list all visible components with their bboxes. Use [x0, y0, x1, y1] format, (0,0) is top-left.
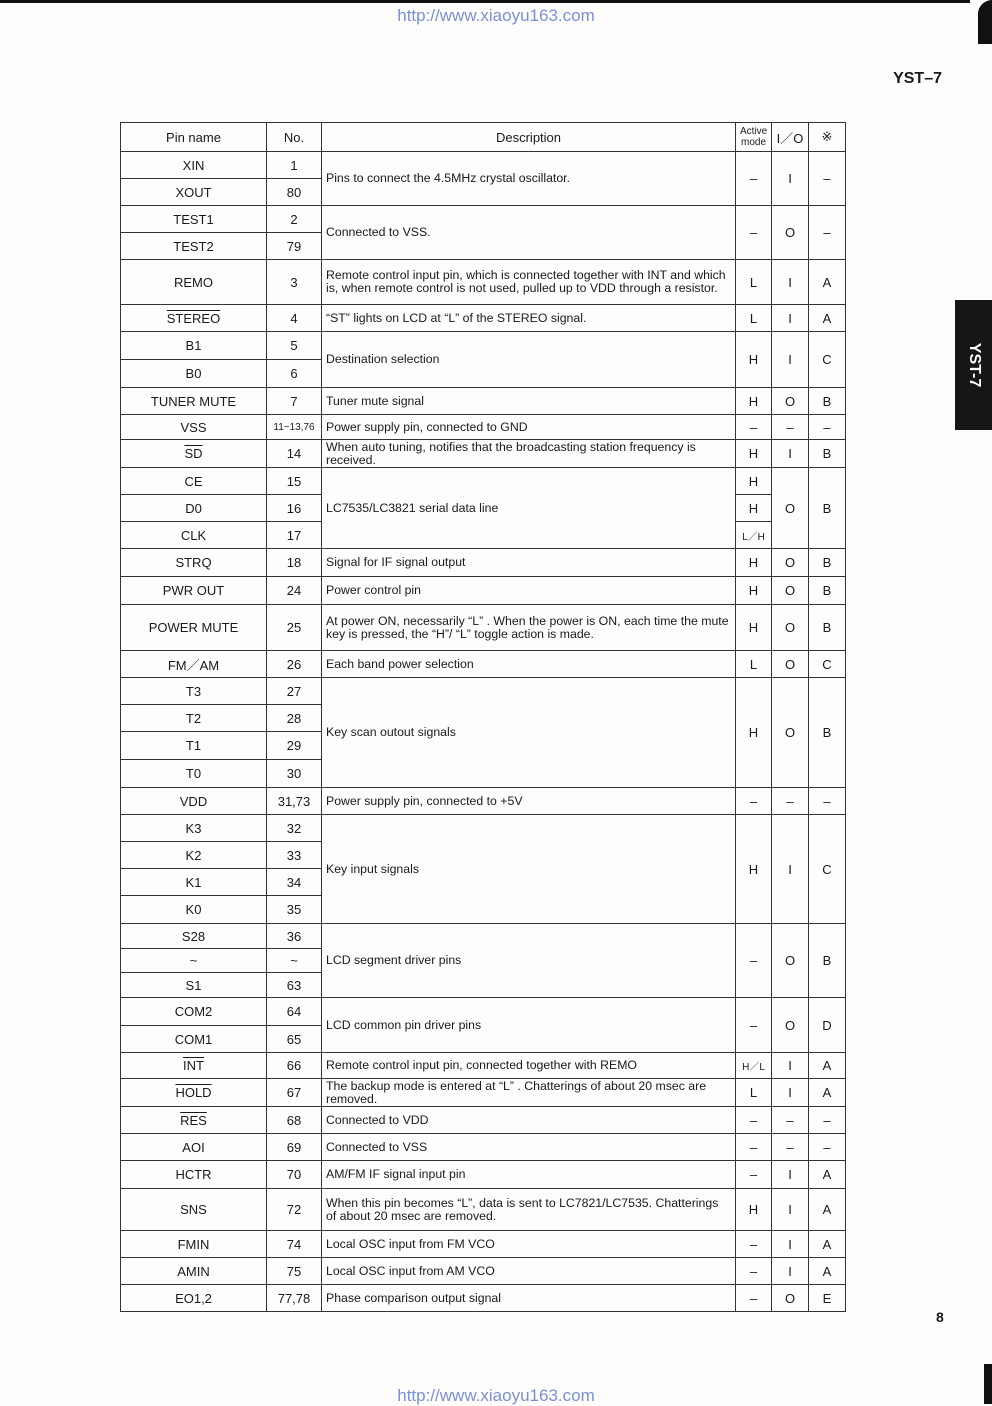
- table-row: [121, 206, 846, 233]
- pin-number: 14: [267, 440, 322, 468]
- active-mode: H: [736, 468, 772, 495]
- pin-description: Phase comparison output signal: [322, 1285, 736, 1312]
- active-mode: –: [736, 1231, 772, 1258]
- io-type: –: [772, 415, 809, 440]
- pin-name: AOI: [121, 1134, 267, 1161]
- pin-name: FMIN: [121, 1231, 267, 1258]
- pin-name: AMIN: [121, 1258, 267, 1285]
- pin-number: 72: [267, 1189, 322, 1231]
- table-header-row: [121, 123, 846, 152]
- circuit-type: A: [809, 1053, 846, 1079]
- pin-description: Remote control input pin, connected together with REMO: [322, 1053, 736, 1079]
- circuit-type: –: [809, 415, 846, 440]
- pin-number: 77,78: [267, 1285, 322, 1312]
- pin-name: HOLD: [121, 1079, 267, 1107]
- header-io: I／O: [772, 123, 809, 152]
- page-number: 8: [936, 1309, 944, 1325]
- pin-name: $\overline{SD}$: [121, 440, 267, 468]
- circuit-type: E: [809, 1285, 846, 1312]
- io-type: I: [772, 1258, 809, 1285]
- table-row: [121, 1079, 846, 1107]
- table-row: [121, 1107, 846, 1134]
- table-row: [121, 152, 846, 179]
- circuit-type: C: [809, 651, 846, 678]
- pin-name: $\overline{INT}$: [121, 1053, 267, 1079]
- pin-name: POWER MUTE: [121, 605, 267, 651]
- active-mode: H: [736, 605, 772, 651]
- table-row: [121, 549, 846, 577]
- io-type: –: [772, 788, 809, 815]
- table-row: [121, 788, 846, 815]
- active-mode: H: [736, 332, 772, 388]
- pin-number: 32: [267, 815, 322, 842]
- pin-number: 67: [267, 1079, 322, 1107]
- pin-description: At power ON, necessarily “L” . When the power is ON, each time the mute key is pressed, the “H”/ “L” toggle action is made.: [322, 605, 736, 651]
- circuit-type: B: [809, 468, 846, 549]
- side-tab-label: YST-7: [965, 342, 983, 388]
- active-mode: H: [736, 577, 772, 605]
- table-row: [121, 440, 846, 468]
- table-row: [121, 924, 846, 949]
- pin-number: 33: [267, 842, 322, 869]
- pin-name: B0: [121, 360, 267, 388]
- pin-number: ~: [267, 949, 322, 973]
- pin-number: 31,73: [267, 788, 322, 815]
- active-mode: H: [736, 440, 772, 468]
- active-mode: L／H: [736, 522, 772, 549]
- pin-number: 35: [267, 896, 322, 924]
- pin-name: $\overline{RES}$: [121, 1107, 267, 1134]
- pin-description: Key scan outout signals: [322, 678, 736, 788]
- pin-name: T1: [121, 732, 267, 760]
- active-mode: –: [736, 788, 772, 815]
- pin-name: XIN: [121, 152, 267, 179]
- pin-name: TEST2: [121, 233, 267, 260]
- header-no: No.: [267, 123, 322, 152]
- footer-url: http://www.xiaoyu163.com: [397, 1386, 595, 1405]
- pin-number: 28: [267, 705, 322, 732]
- pin-number: 27: [267, 678, 322, 705]
- active-mode: –: [736, 1161, 772, 1189]
- pin-number: 29: [267, 732, 322, 760]
- io-type: O: [772, 206, 809, 260]
- io-type: –: [772, 1134, 809, 1161]
- table-row: [121, 1053, 846, 1079]
- header-description: Description: [322, 123, 736, 152]
- circuit-type: B: [809, 678, 846, 788]
- pin-number: 7: [267, 388, 322, 415]
- pin-description: Connected to VSS.: [322, 206, 736, 260]
- table-row: [121, 260, 846, 305]
- pin-description: The backup mode is entered at “L” . Chatterings of about 20 msec are removed.: [322, 1079, 736, 1107]
- active-mode: H: [736, 549, 772, 577]
- pin-description-table: [120, 122, 846, 1312]
- active-mode: –: [736, 1258, 772, 1285]
- pin-description: Each band power selection: [322, 651, 736, 678]
- table-row: [121, 815, 846, 842]
- active-mode: L: [736, 260, 772, 305]
- table-row: [121, 651, 846, 678]
- pin-name: COM1: [121, 1026, 267, 1053]
- io-type: I: [772, 332, 809, 388]
- pin-number: 3: [267, 260, 322, 305]
- pin-name: T2: [121, 705, 267, 732]
- pin-name: VDD: [121, 788, 267, 815]
- io-type: I: [772, 152, 809, 206]
- active-mode: –: [736, 998, 772, 1053]
- table-row: [121, 577, 846, 605]
- active-mode: –: [736, 924, 772, 998]
- io-type: O: [772, 388, 809, 415]
- io-type: O: [772, 577, 809, 605]
- pin-number: 25: [267, 605, 322, 651]
- circuit-type: –: [809, 788, 846, 815]
- pin-name: CLK: [121, 522, 267, 549]
- circuit-type: C: [809, 815, 846, 924]
- pin-number: 34: [267, 869, 322, 896]
- active-mode: L: [736, 305, 772, 332]
- table-body: [121, 152, 846, 1312]
- io-type: O: [772, 924, 809, 998]
- io-type: O: [772, 468, 809, 549]
- io-type: I: [772, 1161, 809, 1189]
- pin-name: HCTR: [121, 1161, 267, 1189]
- pin-number: 79: [267, 233, 322, 260]
- pin-name: STEREO: [121, 305, 267, 332]
- pin-number: 6: [267, 360, 322, 388]
- io-type: O: [772, 605, 809, 651]
- table-row: [121, 1189, 846, 1231]
- pin-description: Connected to VSS: [322, 1134, 736, 1161]
- pin-description: Key input signals: [322, 815, 736, 924]
- io-type: O: [772, 998, 809, 1053]
- pin-name: COM2: [121, 998, 267, 1026]
- pin-number: 26: [267, 651, 322, 678]
- table-row: [121, 1285, 846, 1312]
- pin-name: K3: [121, 815, 267, 842]
- pin-name: VSS: [121, 415, 267, 440]
- active-mode: –: [736, 1134, 772, 1161]
- io-type: I: [772, 440, 809, 468]
- pin-description: LCD segment driver pins: [322, 924, 736, 998]
- circuit-type: A: [809, 1161, 846, 1189]
- circuit-type: B: [809, 388, 846, 415]
- pin-description: Tuner mute signal: [322, 388, 736, 415]
- io-type: O: [772, 549, 809, 577]
- table-row: [121, 388, 846, 415]
- pin-name: S28: [121, 924, 267, 949]
- io-type: I: [772, 815, 809, 924]
- pin-number: 30: [267, 760, 322, 788]
- circuit-type: B: [809, 924, 846, 998]
- pin-name: FM／AM: [121, 651, 267, 678]
- pin-name: K2: [121, 842, 267, 869]
- table-row: [121, 605, 846, 651]
- circuit-type: A: [809, 305, 846, 332]
- circuit-type: A: [809, 1079, 846, 1107]
- active-mode: H: [736, 1189, 772, 1231]
- pin-name: STRQ: [121, 549, 267, 577]
- io-type: I: [772, 1231, 809, 1258]
- pin-number: 18: [267, 549, 322, 577]
- pin-number: 2: [267, 206, 322, 233]
- active-mode: H: [736, 678, 772, 788]
- table-row: [121, 468, 846, 495]
- circuit-type: A: [809, 260, 846, 305]
- pin-description: Local OSC input from AM VCO: [322, 1258, 736, 1285]
- pin-description: Local OSC input from FM VCO: [322, 1231, 736, 1258]
- active-mode: L: [736, 651, 772, 678]
- pin-name: SNS: [121, 1189, 267, 1231]
- pin-description: LC7535/LC3821 serial data line: [322, 468, 736, 549]
- pin-name: B1: [121, 332, 267, 360]
- pin-name: K1: [121, 869, 267, 896]
- circuit-type: B: [809, 577, 846, 605]
- pin-description: Power supply pin, connected to GND: [322, 415, 736, 440]
- active-mode: –: [736, 1285, 772, 1312]
- pin-number: 64: [267, 998, 322, 1026]
- io-type: I: [772, 1053, 809, 1079]
- pin-name: PWR OUT: [121, 577, 267, 605]
- circuit-type: –: [809, 152, 846, 206]
- io-type: I: [772, 260, 809, 305]
- pin-description: When this pin becomes “L”, data is sent to LC7821/LC7535. Chatterings of about 20 msec are removed.: [322, 1189, 736, 1231]
- circuit-type: A: [809, 1231, 846, 1258]
- active-mode: H: [736, 495, 772, 522]
- circuit-type: B: [809, 549, 846, 577]
- active-mode: H／L: [736, 1053, 772, 1079]
- pin-number: 65: [267, 1026, 322, 1053]
- pin-name: S1: [121, 973, 267, 998]
- circuit-type: –: [809, 1107, 846, 1134]
- pin-number: 74: [267, 1231, 322, 1258]
- pin-name: TUNER MUTE: [121, 388, 267, 415]
- circuit-type: C: [809, 332, 846, 388]
- top-border-line: [0, 0, 970, 3]
- table-row: [121, 305, 846, 332]
- pin-description: Connected to VDD: [322, 1107, 736, 1134]
- active-mode: –: [736, 1107, 772, 1134]
- pin-number: 63: [267, 973, 322, 998]
- pin-name: EO1,2: [121, 1285, 267, 1312]
- circuit-type: D: [809, 998, 846, 1053]
- pin-description: Signal for IF signal output: [322, 549, 736, 577]
- io-type: O: [772, 651, 809, 678]
- pin-number: 17: [267, 522, 322, 549]
- pin-number: 69: [267, 1134, 322, 1161]
- pin-name: K0: [121, 896, 267, 924]
- pin-description: LCD common pin driver pins: [322, 998, 736, 1053]
- pin-name: CE: [121, 468, 267, 495]
- table-row: [121, 1231, 846, 1258]
- pin-number: 70: [267, 1161, 322, 1189]
- pin-number: 75: [267, 1258, 322, 1285]
- table-row: [121, 1134, 846, 1161]
- pin-number: 66: [267, 1053, 322, 1079]
- pin-number: 15: [267, 468, 322, 495]
- active-mode: L: [736, 1079, 772, 1107]
- table-row: [121, 415, 846, 440]
- table-row: [121, 1161, 846, 1189]
- active-mode: H: [736, 815, 772, 924]
- active-mode: –: [736, 152, 772, 206]
- table-row: [121, 1258, 846, 1285]
- pin-description: When auto tuning, notifies that the broadcasting station frequency is received.: [322, 440, 736, 468]
- io-type: O: [772, 678, 809, 788]
- pin-name: REMO: [121, 260, 267, 305]
- table-row: [121, 998, 846, 1026]
- circuit-type: B: [809, 440, 846, 468]
- active-mode: H: [736, 388, 772, 415]
- io-type: –: [772, 1107, 809, 1134]
- pin-number: 80: [267, 179, 322, 206]
- pin-name: TEST1: [121, 206, 267, 233]
- pin-description: Power supply pin, connected to +5V: [322, 788, 736, 815]
- active-mode: –: [736, 415, 772, 440]
- document-id: YST–7: [893, 70, 942, 87]
- pin-number: 11~13,76: [267, 415, 322, 440]
- pin-name: ~: [121, 949, 267, 973]
- io-type: I: [772, 305, 809, 332]
- pin-description: Destination selection: [322, 332, 736, 388]
- circuit-type: B: [809, 605, 846, 651]
- io-type: O: [772, 1285, 809, 1312]
- header-mark: ※: [809, 123, 846, 152]
- pin-description: “ST” lights on LCD at “L” of the STEREO signal.: [322, 305, 736, 332]
- circuit-type: A: [809, 1189, 846, 1231]
- header-url: http://www.xiaoyu163.com: [397, 6, 595, 25]
- pin-description: AM/FM IF signal input pin: [322, 1161, 736, 1189]
- circuit-type: –: [809, 1134, 846, 1161]
- pin-name: T3: [121, 678, 267, 705]
- pin-number: 5: [267, 332, 322, 360]
- io-type: I: [772, 1079, 809, 1107]
- pin-description: Pins to connect the 4.5MHz crystal oscillator.: [322, 152, 736, 206]
- pin-number: 4: [267, 305, 322, 332]
- pin-number: 24: [267, 577, 322, 605]
- pin-description: Power control pin: [322, 577, 736, 605]
- pin-name: XOUT: [121, 179, 267, 206]
- pin-number: 68: [267, 1107, 322, 1134]
- side-tab: [955, 300, 992, 430]
- circuit-type: –: [809, 206, 846, 260]
- table-row: [121, 332, 846, 360]
- header-active-mode: Active mode: [736, 123, 772, 152]
- circuit-type: A: [809, 1258, 846, 1285]
- io-type: I: [772, 1189, 809, 1231]
- header-pin-name: Pin name: [121, 123, 267, 152]
- pin-name: D0: [121, 495, 267, 522]
- active-mode: –: [736, 206, 772, 260]
- pin-number: 36: [267, 924, 322, 949]
- table-row: [121, 678, 846, 705]
- pin-description: Remote control input pin, which is connected together with INT and which is, when remote control is not used, pulled up to VDD through a resistor.: [322, 260, 736, 305]
- pin-name: T0: [121, 760, 267, 788]
- pin-number: 16: [267, 495, 322, 522]
- pin-number: 1: [267, 152, 322, 179]
